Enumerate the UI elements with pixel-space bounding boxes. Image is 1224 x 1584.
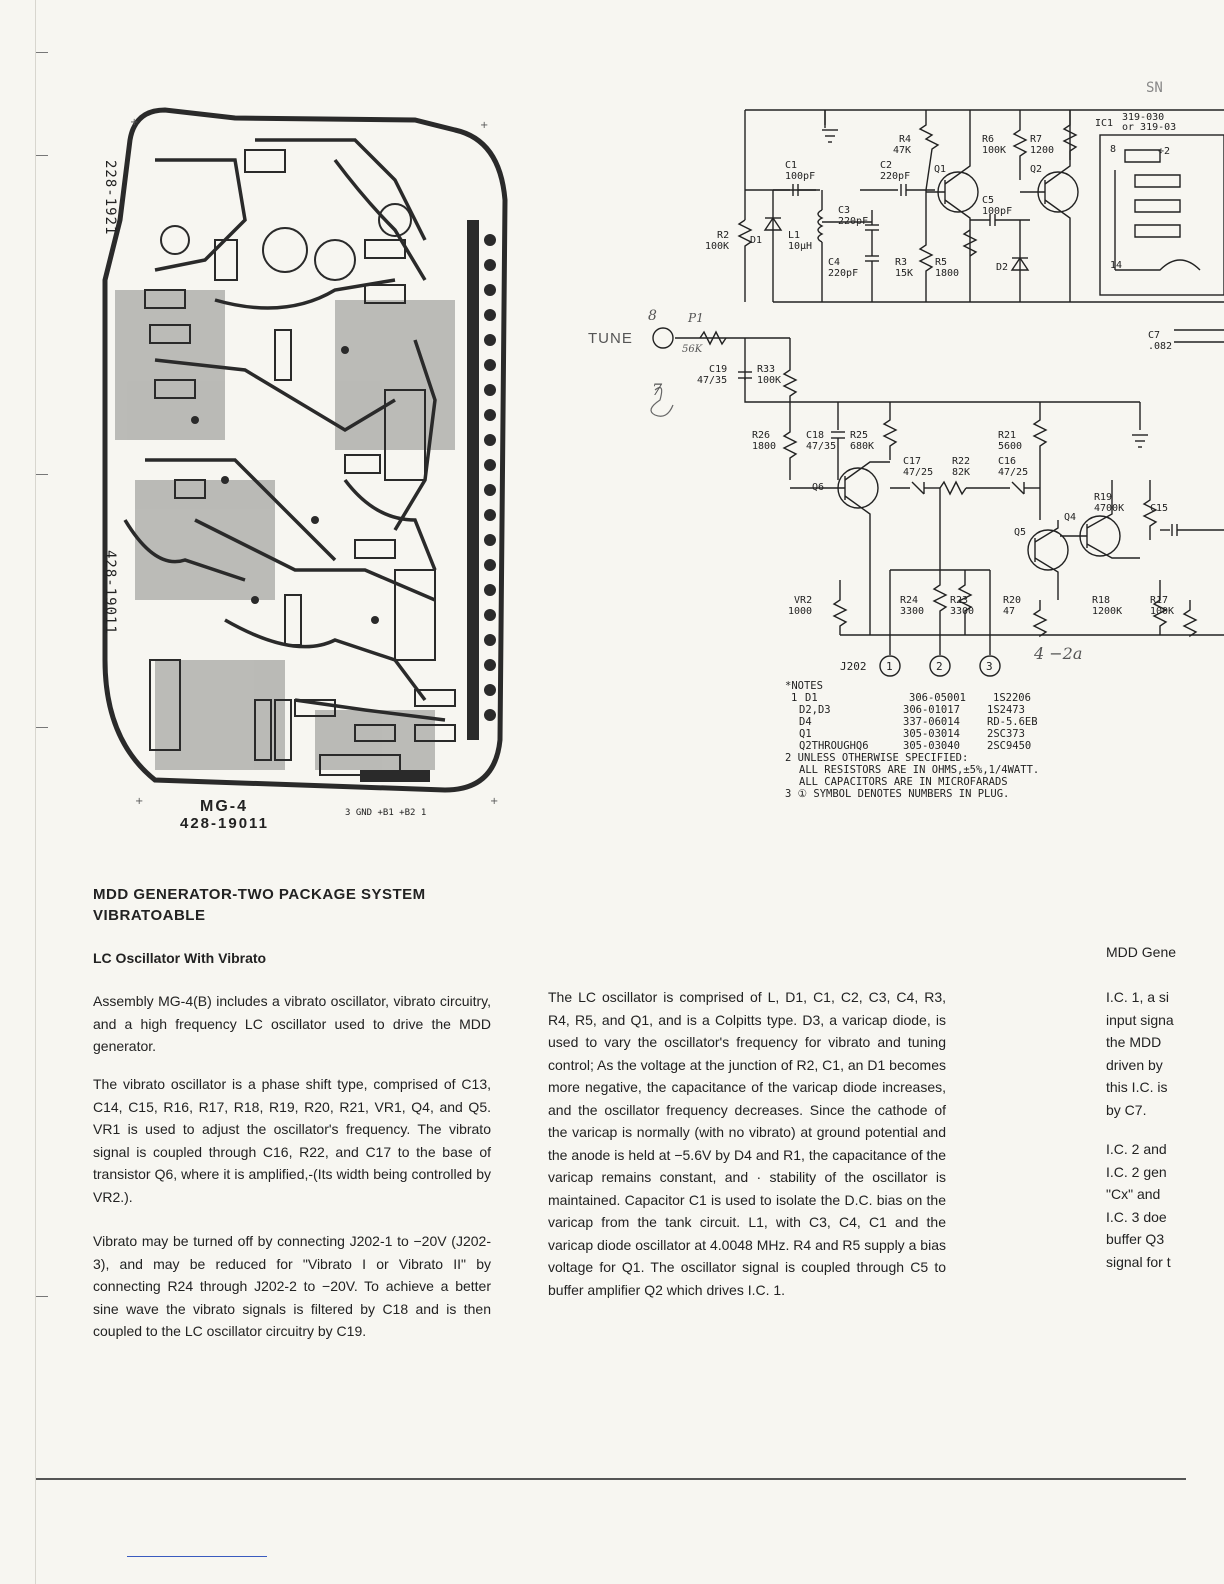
label-r4 [893,134,911,156]
part-ref: Q1 [799,728,812,740]
j202-pin-3: 3 [986,660,993,673]
margin-mark [36,1296,48,1297]
q6-ref: Q6 [812,482,825,493]
label-l1 [788,230,812,252]
label-ic1 [1122,113,1176,133]
part-ref: D1 [805,692,818,704]
label-r6 [982,134,1006,156]
svg-text:+: + [130,117,139,128]
pcb-board-name: MG-4 [200,798,248,815]
ic1-part-1: 319-030 [1122,112,1165,123]
ic1-pin-14: 14 [1110,260,1123,271]
part-ref: D4 [799,716,812,728]
d2-ref: D2 [996,262,1009,273]
part-number: 306-05001 [909,692,966,704]
margin-mark [36,52,48,53]
r2-ref: R2 [717,230,730,241]
col1-paragraph-2: The vibrato oscillator is a phase shift type, comprised of C13, C14, C15, R16, R17, R18, R19, R20, R21, VR1, Q4, and Q5. VR1 is used to adjust the oscillator's frequency. The vibrato signal is coupled through C16, R22, and C17 to the base of transistor Q6, where it is amplified,-(Its width being controlled by VR2.). [93,1076,491,1205]
c19-ref: C19 [709,364,728,375]
part-type: 1S2473 [987,704,1025,716]
col3-line: signal for t [1106,1253,1171,1270]
q4-ref: Q4 [1064,512,1077,523]
c7-ref: C7 [1148,330,1161,341]
pcb-side-label-bottom: 428-19011 [102,550,118,635]
j202-pin-2: 2 [936,660,943,673]
r25-ref: R25 [850,430,869,441]
r6-ref: R6 [982,134,995,145]
c7-value: .082 [1148,341,1173,352]
r5-value: 1800 [935,268,960,279]
svg-text:+: + [490,796,499,807]
label-r7 [1030,134,1054,156]
part-type: 2SC9450 [987,740,1032,752]
col3-line: this I.C. is [1106,1079,1168,1095]
notes-row [785,704,1125,716]
label-r25 [850,430,874,452]
c5-ref: C5 [982,195,995,206]
c17-ref: C17 [903,456,922,467]
r19-ref: R19 [1094,492,1113,503]
p1-ref: P1 [688,311,704,325]
margin-mark [36,474,48,475]
l1-value: 10μH [788,241,813,252]
part-ref: D2,D3 [799,704,831,716]
part-number: 337-06014 [903,716,960,728]
section-title: MDD GENERATOR-TWO PACKAGE SYSTEM VIBRATOABLE [93,886,426,924]
label-c5 [982,195,1012,217]
r19-value: 4700K [1094,503,1125,514]
label-r24 [900,595,924,617]
label-c1 [785,160,815,182]
col3-line: driven by [1106,1056,1163,1073]
hand-note-1: 8 [648,308,657,324]
ic1-pin-8: 8 [1110,144,1117,155]
r18-value: 1200K [1092,606,1123,617]
svg-text:+: + [480,120,489,131]
label-c2 [880,160,910,182]
label-r3 [895,257,913,279]
label-r2 [705,230,729,252]
c3-value: 220pF [838,216,869,227]
label-r33 [757,364,781,386]
r3-ref: R3 [895,257,908,268]
part-number: 306-01017 [903,704,960,716]
ic1-ref: IC1 [1095,118,1114,129]
label-r22 [952,456,970,478]
r33-ref: R33 [757,364,776,375]
l1-ref: L1 [788,230,801,241]
c17-value: 47/25 [903,467,934,478]
label-r19 [1094,492,1124,514]
subheading: LC Oscillator With Vibrato [93,950,267,966]
svg-text:+: + [135,796,144,807]
label-c7 [1148,330,1172,352]
notes-title: *NOTES [785,680,823,692]
col3-heading: MDD Gene [1106,944,1177,960]
c19-value: 47/35 [697,375,728,386]
r23-value: 3300 [950,606,975,617]
col1-paragraph-3: Vibrato may be turned off by connecting J202-1 to −20V (J202-3), and may be reduced for "Vibrato I or Vibrato II" by connecting R24 through J202-2 to −20V. To achieve a better sine wave the vibrato signals is filtered by C18 and is then coupled to the LC oscillator circuitry by C19. [93,1233,491,1339]
vr2-value: 1000 [788,606,813,617]
r2-value: 100K [705,241,730,252]
label-r26 [752,430,776,452]
r3-value: 15K [895,268,914,279]
q2-ref: Q2 [1030,164,1043,175]
part-ref: Q2THROUGHQ6 [799,740,869,752]
r7-value: 1200 [1030,145,1055,156]
col3-line: I.C. 3 doe [1106,1208,1167,1225]
c16-value: 47/25 [998,467,1029,478]
label-r21 [998,430,1022,452]
col3-block-b [1106,1138,1224,1273]
label-c4 [828,257,858,279]
margin-mark [36,155,48,156]
col3-line: buffer Q3 [1106,1231,1165,1247]
r26-ref: R26 [752,430,771,441]
r25-value: 680K [850,441,875,452]
r22-value: 82K [952,467,971,478]
c2-ref: C2 [880,160,893,171]
j202-pin-1: 1 [886,660,893,673]
r17-value: 100K [1150,606,1175,617]
part-type: RD-5.6EB [987,716,1038,728]
r7-ref: R7 [1030,134,1043,145]
col3-line: I.C. 2 and [1106,1141,1167,1157]
col3-line: "Cx" and [1106,1186,1161,1202]
r21-value: 5600 [998,441,1023,452]
r24-value: 3300 [900,606,925,617]
col3-line: by C7. [1106,1101,1147,1118]
part-type: 1S2206 [993,692,1031,704]
note-2b: ALL CAPACITORS ARE IN MICROFARADS [799,776,1008,788]
r33-value: 100K [757,375,782,386]
footer-link-underline[interactable] [127,1556,267,1557]
c18-value: 47/35 [806,441,837,452]
r22-ref: R22 [952,456,971,467]
label-c19 [697,364,727,386]
r4-value: 47K [893,145,912,156]
c4-ref: C4 [828,257,841,268]
vr2-ref: VR2 [794,595,813,606]
q1-ref: Q1 [934,164,947,175]
label-c3 [838,205,868,227]
label-r18 [1092,595,1122,617]
r24-ref: R24 [900,595,919,606]
label-c17 [903,456,933,478]
pcb-board-number: 428-19011 [180,815,269,832]
pcb-bottom-marks: 3 GND +B1 +B2 1 [345,808,427,818]
margin-mark [36,727,48,728]
pcb-side-label-top: 228-1921 [102,160,118,236]
part-type: 2SC373 [987,728,1025,740]
note-3: 3 ① SYMBOL DENOTES NUMBERS IN PLUG. [785,788,1010,800]
c4-value: 220pF [828,268,859,279]
label-r5 [935,257,959,279]
c1-value: 100pF [785,171,816,182]
c5-value: 100pF [982,206,1013,217]
r17-ref: R17 [1150,595,1169,606]
note-2: 2 UNLESS OTHERWISE SPECIFIED: [785,752,969,764]
col1-paragraph-1: Assembly MG-4(B) includes a vibrato oscillator, vibrato circuitry, and a high frequency LC oscillator used to drive the MDD generator. [93,993,491,1054]
d1-ref: D1 [750,235,763,246]
r6-value: 100K [982,145,1007,156]
c15-ref: C15 [1150,503,1169,514]
part-number: 305-03040 [903,740,960,752]
c16-ref: C16 [998,456,1017,467]
footer-rule [36,1478,1186,1480]
hand-note-3: 4 −2a [1034,644,1083,663]
label-c16 [998,456,1028,478]
c3-ref: C3 [838,205,851,216]
q5-ref: Q5 [1014,527,1027,538]
col3-line: I.C. 2 gen [1106,1163,1167,1180]
p1-value: 56K [682,344,703,355]
note-2a: ALL RESISTORS ARE IN OHMS,±5%,1/4WATT. [799,764,1040,776]
label-r20 [1003,595,1021,617]
schematic-notes [785,680,1125,800]
label-c18 [806,430,836,452]
label-r23 [950,595,974,617]
c1-ref: C1 [785,160,798,171]
notes-row [785,728,1125,740]
c2-value: 220pF [880,171,911,182]
r4-ref: R4 [899,134,912,145]
corner-mark: SN [1146,80,1163,96]
r23-ref: R23 [950,595,969,606]
notes-row [785,740,1125,752]
tune-label: TUNE [588,330,633,347]
r21-ref: R21 [998,430,1017,441]
r20-ref: R20 [1003,595,1022,606]
col3-block-a [1106,986,1224,1121]
col3-line: the MDD [1106,1034,1162,1050]
notes-row [785,692,1125,704]
ic1-part-2: or 319-03 [1122,122,1177,133]
r26-value: 1800 [752,441,777,452]
label-r17 [1150,595,1174,617]
part-number: 305-03014 [903,728,960,740]
col3-line: input signa [1106,1011,1174,1028]
j202-label: J202 [840,660,867,673]
hand-note-2: 7 [652,380,663,399]
col2-paragraph-1: The LC oscillator is comprised of L, D1, C1, C2, C3, C4, R3, R4, R5, and Q1, and is a Colpitts type. D3, a varicap diode, is used to vary the oscillator's frequency for vibrato and tuning control; As the voltage at the junction of R2, C1, an D1 becomes more negative, the capacitance of the varicap diode increases, and the oscillator frequency decreases. Since the cathode of the varicap is normally (with no vibrato) at ground potential and the anode is held at −5.6V by D4 and R1, the capacitance of the varicap remains constant, and · stability of the oscillator is maintained. Capacitor C1 is used to isolate the D.C. bias on the varicap from the tank circuit. L1, with C3, C4, C1 and the varicap diode oscillator at 4.0048 MHz. R4 and R5 supply a bias voltage for Q1. The oscillator signal is coupled through C5 to buffer amplifier Q2 which drives I.C. 1. [548,989,946,1298]
notes-row [785,716,1125,728]
r5-ref: R5 [935,257,948,268]
notes-number: 1 [791,692,798,704]
page-edge [35,0,36,1584]
divider-label: ÷2 [1158,146,1171,157]
c18-ref: C18 [806,430,825,441]
r20-value: 47 [1003,606,1016,617]
label-vr2 [788,595,812,617]
r18-ref: R18 [1092,595,1111,606]
col3-line: I.C. 1, a si [1106,989,1170,1005]
